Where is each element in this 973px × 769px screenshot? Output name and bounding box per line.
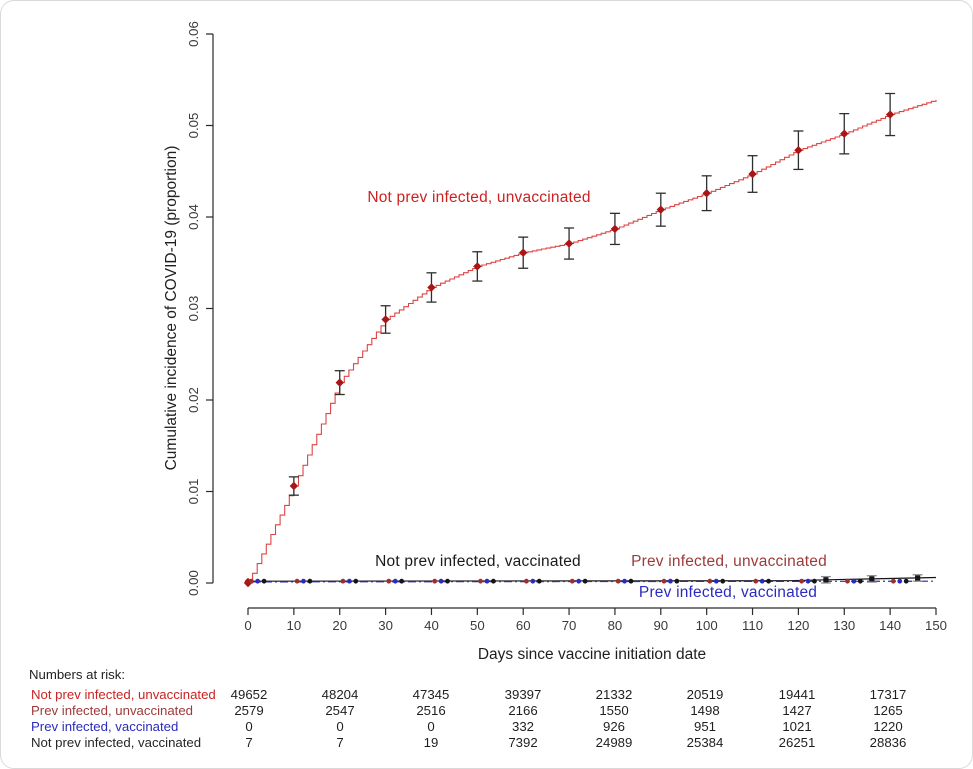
risk-value: 25384 xyxy=(686,735,724,750)
svg-text:0.05: 0.05 xyxy=(186,112,201,139)
risk-value: 28836 xyxy=(869,735,907,750)
risk-value: 1427 xyxy=(782,703,812,718)
svg-text:150: 150 xyxy=(924,618,948,633)
risk-value: 17317 xyxy=(869,687,907,702)
svg-text:140: 140 xyxy=(879,618,902,633)
annotation-prev-infected-vaccinated: Prev infected, vaccinated xyxy=(638,584,818,601)
risk-table-title: Numbers at risk: xyxy=(29,667,125,682)
risk-row-label: Prev infected, unvaccinated xyxy=(31,703,194,718)
risk-value: 7392 xyxy=(508,735,538,750)
risk-value: 0 xyxy=(245,719,253,734)
svg-text:40: 40 xyxy=(424,618,439,633)
svg-text:10: 10 xyxy=(286,618,302,633)
risk-row-not-prev-infected-vaccinated xyxy=(1,735,973,751)
svg-text:0.02: 0.02 xyxy=(186,387,201,413)
svg-text:50: 50 xyxy=(469,618,485,633)
annotation-not-prev-infected-vaccinated: Not prev infected, vaccinated xyxy=(375,553,581,570)
annotation-prev-infected-unvaccinated: Prev infected, unvaccinated xyxy=(631,553,827,570)
risk-value: 332 xyxy=(511,719,534,734)
svg-text:30: 30 xyxy=(378,618,393,633)
svg-text:0.04: 0.04 xyxy=(186,204,201,230)
annotation-not-prev-infected-unvaccinated: Not prev infected, unvaccinated xyxy=(367,189,591,206)
chart-area xyxy=(1,1,973,666)
svg-text:20: 20 xyxy=(332,618,348,633)
risk-value: 39397 xyxy=(504,687,542,702)
risk-value: 1550 xyxy=(599,703,629,718)
risk-value: 926 xyxy=(602,719,625,734)
risk-value: 0 xyxy=(427,719,435,734)
risk-value: 2166 xyxy=(508,703,538,718)
svg-text:110: 110 xyxy=(742,618,764,633)
svg-text:90: 90 xyxy=(653,618,669,633)
risk-row-label: Not prev infected, unvaccinated xyxy=(31,687,216,702)
svg-text:120: 120 xyxy=(787,618,810,633)
risk-value: 1498 xyxy=(690,703,720,718)
x-axis-title: Days since vaccine initiation date xyxy=(477,646,707,663)
risk-row-prev-infected-vaccinated xyxy=(1,719,973,735)
svg-text:80: 80 xyxy=(607,618,623,633)
svg-text:130: 130 xyxy=(833,618,856,633)
svg-text:70: 70 xyxy=(561,618,577,633)
risk-value: 1021 xyxy=(782,719,812,734)
risk-value: 2516 xyxy=(416,703,446,718)
svg-text:0.00: 0.00 xyxy=(186,570,201,596)
risk-value: 48204 xyxy=(321,687,359,702)
risk-row-not-prev-infected-unvaccinated xyxy=(1,687,973,703)
svg-text:60: 60 xyxy=(515,618,531,633)
risk-row-prev-infected-unvaccinated xyxy=(1,703,973,719)
risk-value: 0 xyxy=(336,719,344,734)
svg-text:0.01: 0.01 xyxy=(186,478,201,505)
y-axis-title: Cumulative incidence of COVID-19 (proportion) xyxy=(163,145,180,471)
risk-value: 24989 xyxy=(595,735,633,750)
risk-value: 2579 xyxy=(234,703,264,718)
svg-text:0.06: 0.06 xyxy=(186,21,201,47)
risk-value: 7 xyxy=(245,735,253,750)
risk-value: 47345 xyxy=(412,687,450,702)
risk-value: 21332 xyxy=(595,687,633,702)
numbers-at-risk-table xyxy=(1,665,973,768)
svg-text:100: 100 xyxy=(695,618,718,633)
risk-value: 26251 xyxy=(778,735,816,750)
risk-row-label: Not prev infected, vaccinated xyxy=(31,735,202,750)
risk-value: 19441 xyxy=(778,687,816,702)
risk-row-label: Prev infected, vaccinated xyxy=(31,719,179,734)
risk-value: 1265 xyxy=(873,703,903,718)
risk-value: 20519 xyxy=(686,687,724,702)
risk-value: 49652 xyxy=(230,687,268,702)
risk-value: 1220 xyxy=(873,719,903,734)
svg-text:0.03: 0.03 xyxy=(186,295,201,322)
risk-value: 951 xyxy=(693,719,716,734)
svg-text:0: 0 xyxy=(244,618,252,633)
risk-value: 2547 xyxy=(325,703,355,718)
risk-value: 7 xyxy=(336,735,344,750)
risk-value: 19 xyxy=(423,735,439,750)
